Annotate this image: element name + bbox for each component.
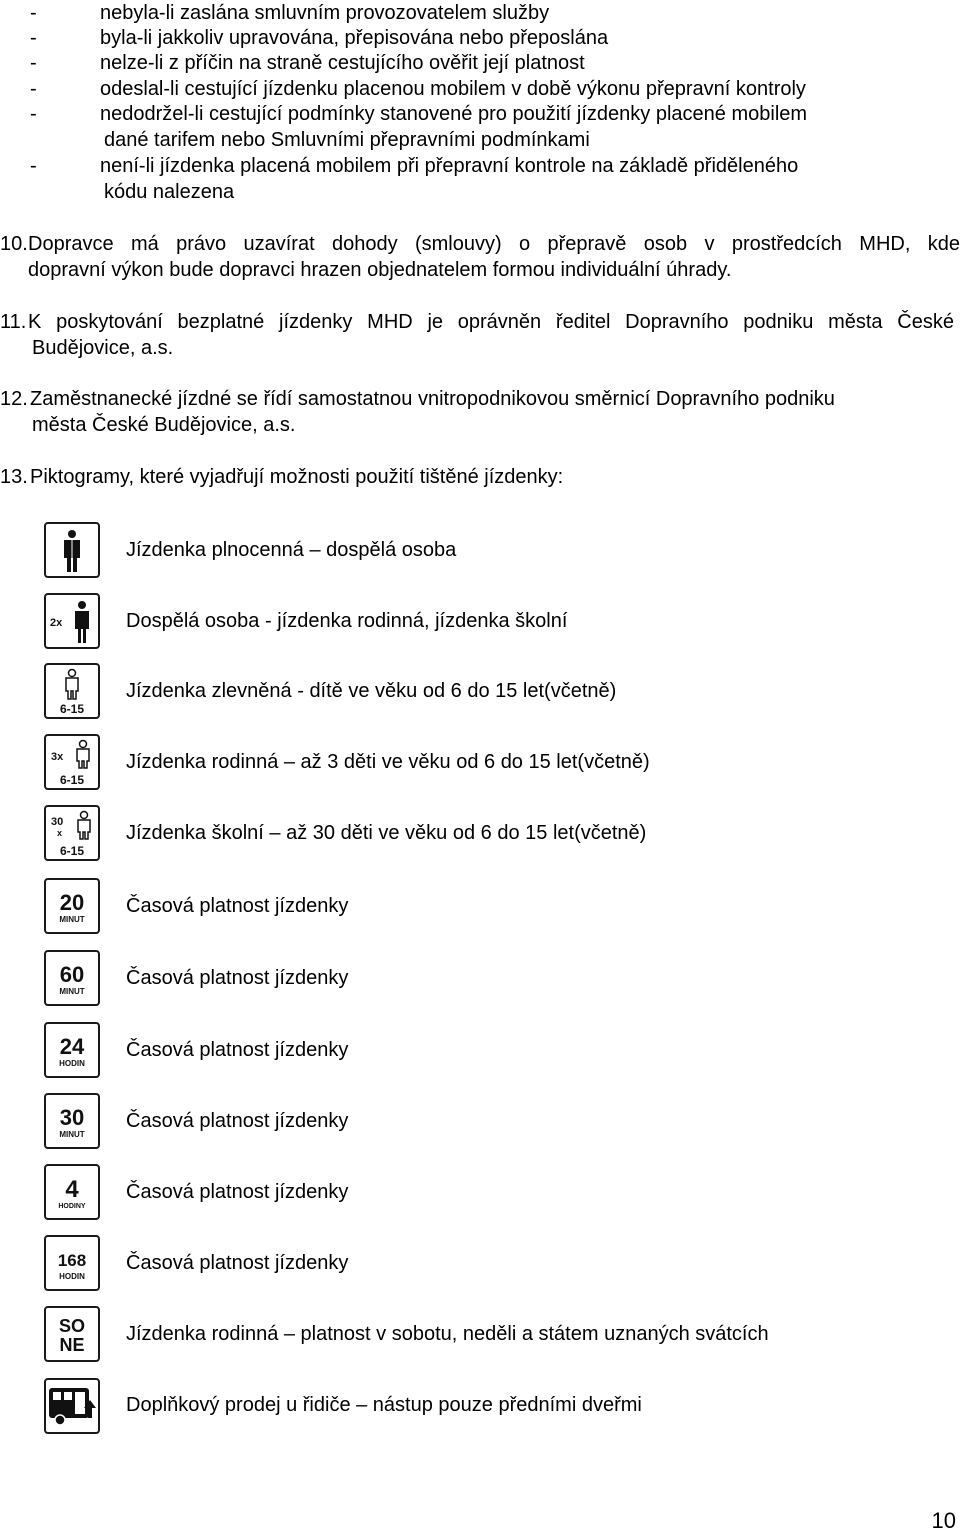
svg-text:24: 24 — [59, 1034, 85, 1059]
svg-text:SO: SO — [58, 1316, 86, 1336]
saturday-sunday-icon — [44, 1306, 100, 1362]
pictogram-label: Časová platnost jízdenky — [126, 895, 349, 917]
paragraph-number: 10. — [0, 233, 28, 255]
pictogram-label: Časová platnost jízdenky — [126, 1252, 349, 1274]
svg-text:MINUT: MINUT — [59, 1130, 85, 1139]
svg-text:MINUT: MINUT — [59, 987, 85, 996]
4-hours-icon — [44, 1164, 100, 1220]
thirty-children-icon — [44, 805, 100, 861]
svg-text:HODIN: HODIN — [59, 1059, 85, 1068]
svg-text:NE: NE — [59, 1335, 85, 1355]
pictogram-label: Časová platnost jízdenky — [126, 1110, 349, 1132]
svg-text:6-15: 6-15 — [59, 773, 85, 787]
168-hours-icon — [44, 1235, 100, 1291]
svg-text:30: 30 — [59, 1105, 85, 1130]
20-minutes-icon — [44, 878, 100, 934]
svg-text:HODIN: HODIN — [59, 1272, 85, 1281]
pictogram-label: Jízdenka rodinná – až 3 děti ve věku od 6 do 15 let(včetně) — [126, 751, 650, 773]
svg-text:20: 20 — [59, 890, 85, 915]
svg-text:4: 4 — [65, 1176, 79, 1203]
pictogram-label: Jízdenka rodinná – platnost v sobotu, neděli a státem uznaných svátcích — [126, 1323, 769, 1345]
60-minutes-icon — [44, 950, 100, 1006]
svg-text:6-15: 6-15 — [59, 844, 85, 858]
page-number: 10 — [931, 1508, 956, 1533]
pictogram-label: Doplňkový prodej u řidiče – nástup pouze předními dveřmi — [126, 1394, 642, 1416]
svg-text:30: 30 — [51, 816, 64, 828]
child-6-15-icon — [44, 663, 100, 719]
bus-front-door-icon — [44, 1378, 100, 1434]
24-hours-icon — [44, 1022, 100, 1078]
three-children-icon — [44, 734, 100, 790]
pictogram-label: Časová platnost jízdenky — [126, 967, 349, 989]
svg-text:HODINY: HODINY — [58, 1203, 86, 1210]
paragraph-number: 12. — [0, 388, 28, 410]
pictogram-label: Jízdenka zlevněná - dítě ve věku od 6 do 15 let(včetně) — [126, 680, 617, 702]
pictogram-label: Jízdenka školní – až 30 děti ve věku od 6 do 15 let(včetně) — [126, 822, 647, 844]
svg-text:2x: 2x — [50, 617, 63, 629]
svg-text:3x: 3x — [51, 751, 64, 763]
paragraph-number: 13. — [0, 466, 28, 488]
pictogram-label: Dospělá osoba - jízdenka rodinná, jízdenka školní — [126, 610, 568, 632]
svg-text:60: 60 — [59, 962, 85, 987]
paragraph-number: 11. — [0, 311, 27, 333]
pictogram-label: Časová platnost jízdenky — [126, 1039, 349, 1061]
pictogram-label: Jízdenka plnocenná – dospělá osoba — [126, 539, 457, 561]
two-adults-icon — [44, 593, 100, 649]
svg-text:x: x — [57, 828, 63, 838]
svg-text:6-15: 6-15 — [59, 702, 85, 716]
adult-person-icon — [44, 522, 100, 578]
svg-text:168: 168 — [57, 1251, 87, 1270]
svg-text:MINUT: MINUT — [59, 915, 85, 924]
pictogram-label: Časová platnost jízdenky — [126, 1181, 349, 1203]
30-minutes-icon — [44, 1093, 100, 1149]
